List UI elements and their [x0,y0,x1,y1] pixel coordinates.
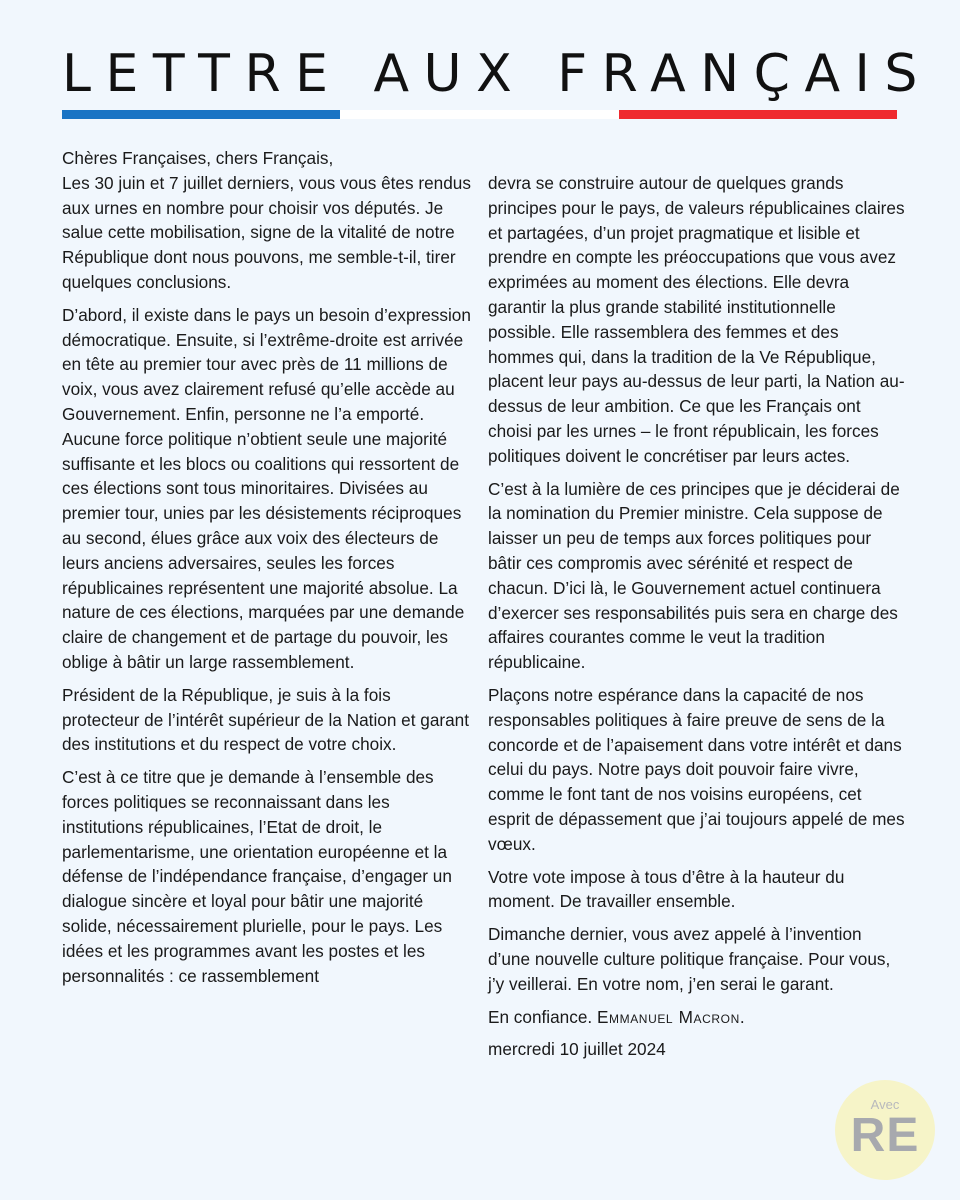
tricolor-white [340,110,618,119]
tricolor-red [619,110,897,119]
renaissance-logo [835,1080,935,1180]
letter-title: LETTRE AUX FRANÇAIS [62,44,932,104]
paragraph: Plaçons notre espérance dans la capacité de nos responsables politiques à faire preuve de sens de la concorde et de l’apaisement dans votre intérêt et dans celui du pays. Notre pays doit pouvoir faire vivre, comme le font tant de nos voisins européens, cet esprit de dépassement que j’ai toujours appelé de mes vœux. [488,684,905,854]
signature-suffix: . [739,1006,745,1027]
logo-avec-text: Avec [870,1097,900,1112]
paragraph: Votre vote impose à tous d’être à la hauteur du moment. De travailler ensemble. [488,866,845,912]
paragraph: Président de la République, je suis à la fois protecteur de l’intérêt supérieur de la Nation et garant des institutions et du respect de votre choix. [62,684,470,755]
paragraph: C’est à la lumière de ces principes que je déciderai de la nomination du Premier ministre. Cela suppose de laisser un peu de temps aux forces politiques pour bâtir ces compromis avec sérénité et respect de chacun. D’ici là, le Gouvernement actuel continuera d’exercer ses responsabilités puis sera en charge des affaires courantes comme le veut la tradition républicaine. [488,478,900,673]
paragraph: Les 30 juin et 7 juillet derniers, vous vous êtes rendus aux urnes en nombre pour choisir vos députés. Je salue cette mobilisation, signe de la vitalité de notre République dont nous pouvons, me semble-t-il, tirer quelques conclusions. [62,172,471,292]
paragraph: D’abord, il existe dans le pays un besoin d’expression démocratique. Ensuite, si l’extrême-droite est arrivée en tête au premier tour avec près de 11 millions de voix, vous avez clairement refusé qu’elle accède au Gouvernement. Enfin, personne ne l’a emporté. Aucune force politique n’obtient seule une majorité suffisante et les blocs ou coalitions qui ressortent de ces élections sont tous minoritaires. Divisées au premier tour, unies par les désistements réciproques au second, élues grâce aux voix des électeurs de leurs anciens adversaires, seules les forces républicaines représentent une majorité absolue. La nature de ces élections, marquées par une demande claire de changement et de partage du pouvoir, les oblige à bâtir un large rassemblement. [62,304,471,672]
paragraph: C’est à ce titre que je demande à l’ensemble des forces politiques se reconnaissant dans les institutions républicaines, l’Etat de droit, le parlementarisme, une orientation européenne et la défense de l’indépendance française, d’engager un dialogue sincère et loyal pour bâtir une majorité solide, nécessairement plurielle, pour le pays. Les idées et les programmes avant les postes et les personnalités : ce rassemblement [62,767,452,986]
signature-prefix: En confiance. [488,1006,597,1027]
letter-left-column [62,146,472,996]
letter-right-column [488,171,908,1070]
signature [488,1005,908,1030]
paragraph: Dimanche dernier, vous avez appelé à l’invention d’une nouvelle culture politique française. Pour vous, j’y veillerai. En votre nom, j’en serai le garant. [488,924,891,994]
tricolor-blue [62,110,340,119]
signature-name: Emmanuel Macron [596,1006,740,1027]
paragraph: devra se construire autour de quelques grands principes pour le pays, de valeurs républicaines claires et partagées, d’un projet pragmatique et lisible et prendre en compte les préoccupations que vous avez exprimées au moment des élections. Elle devra garantir la plus grande stabilité institutionnelle possible. Elle rassemblera des femmes et des hommes qui, dans la tradition de la Ve République, placent leur pays au-dessus de leur parti, la Nation au-dessus de leur ambition. Ce que les Français ont choisi par les urnes – le front républicain, les forces politiques doivent le concrétiser par leurs actes. [488,173,905,466]
salutation: Chères Françaises, chers Français, [62,148,334,168]
logo-re-text: RE [850,1109,920,1162]
tricolor-bar [62,110,897,119]
letter-date: mercredi 10 juillet 2024 [488,1039,666,1060]
